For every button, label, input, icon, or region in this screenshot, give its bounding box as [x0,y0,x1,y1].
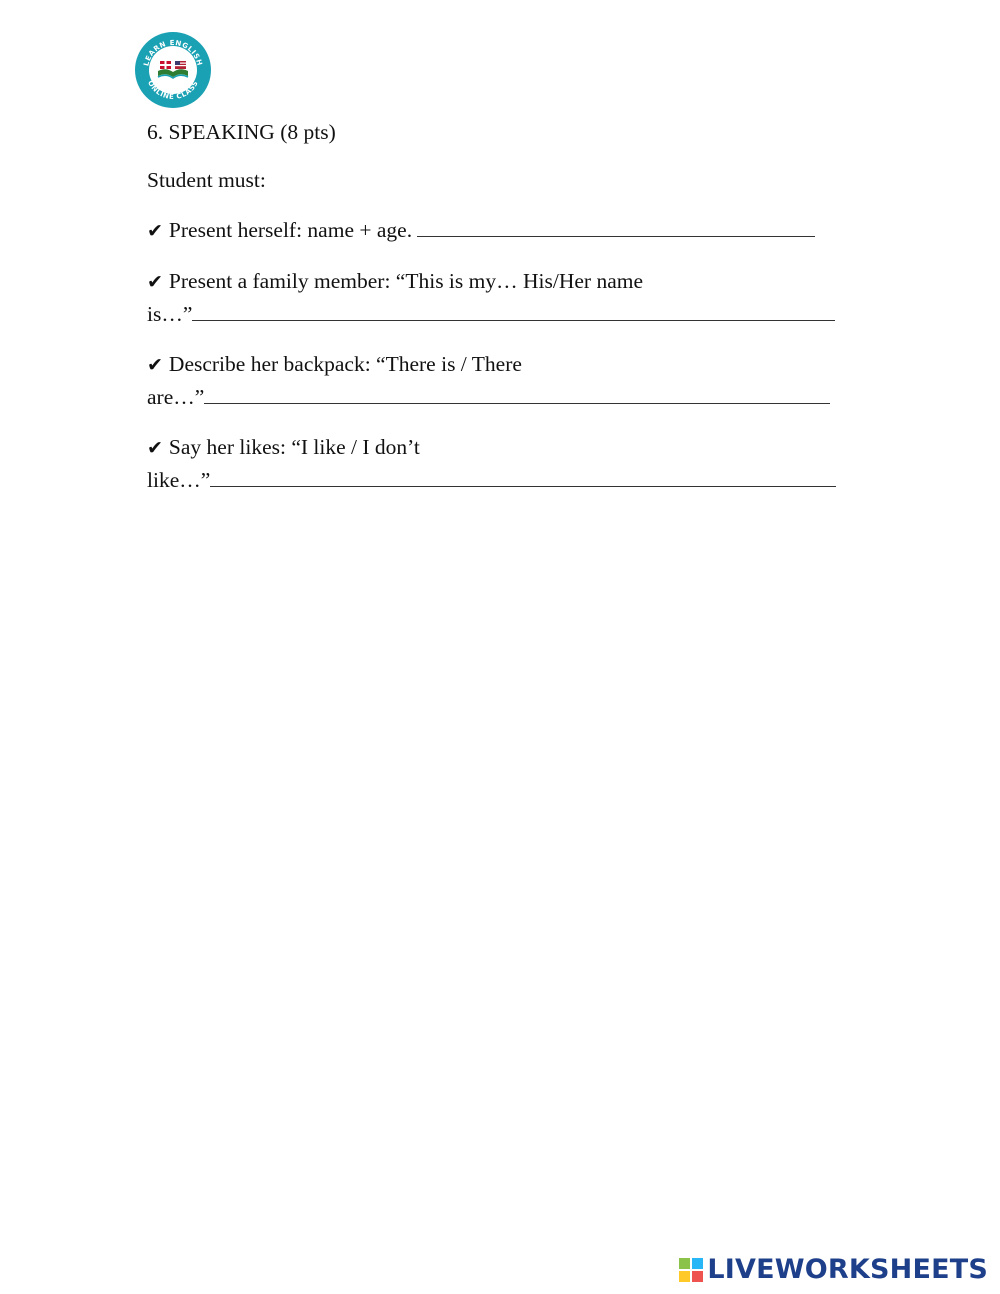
brand-name: LIVEWORKSHEETS [707,1254,988,1285]
worksheet-content [147,116,857,496]
answer-blank[interactable] [417,216,815,237]
task-item-2 [147,265,857,330]
task-text: Describe her backpack: “There is / There [168,352,522,376]
answer-blank[interactable] [210,466,836,487]
check-icon: ✔ [147,271,163,293]
task-text-continued: like…” [147,468,211,492]
task-text: Present herself: name + age. [168,218,418,242]
section-intro: Student must: [147,168,266,192]
school-logo-graphic [134,31,212,109]
section-title: 6. SPEAKING (8 pts) [147,120,336,144]
check-icon: ✔ [147,354,163,376]
answer-blank[interactable] [204,383,830,404]
task-item-4 [147,431,857,496]
check-icon: ✔ [147,220,163,242]
svg-text:ONLINE CLASS: ONLINE CLASS [146,79,200,102]
liveworksheets-logo-icon [679,1258,703,1282]
task-text: Say her likes: “I like / I don’t [168,435,420,459]
school-logo [134,31,212,109]
task-text-continued: are…” [147,385,205,409]
answer-blank[interactable] [192,300,835,321]
task-item-1 [147,214,857,247]
svg-text:LEARN ENGLISH: LEARN ENGLISH [142,38,204,67]
check-icon: ✔ [147,437,163,459]
task-text: Present a family member: “This is my… His/Her name [168,269,644,293]
liveworksheets-brand [679,1256,988,1284]
task-text-continued: is…” [147,302,193,326]
task-item-3 [147,348,857,413]
